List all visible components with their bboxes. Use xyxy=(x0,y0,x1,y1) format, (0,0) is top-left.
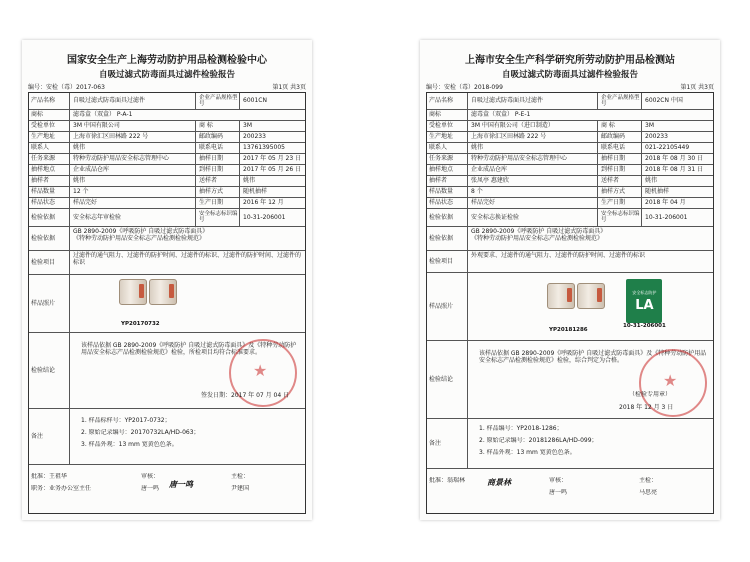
issue-date: 2018 年 12 月 3 日 xyxy=(619,403,674,411)
filter-canister xyxy=(119,279,147,305)
signature-row: 批准：翁瑞林 商景林 审核： 唐一鸣 主检： 马思亮 xyxy=(427,468,713,520)
table-row: 样品照片 YP20181286 安全标志防护 LA 10-31-206001 xyxy=(427,272,713,341)
la-caption: 10-31-206001 xyxy=(623,323,666,329)
filter-canister xyxy=(547,283,575,309)
table-row: 检验结论 该样品依据 GB 2890-2009《呼吸防护 自吸过滤式防毒面具》及《特种劳动防护用品安全标志产品检测检验规范》检验，所检项目均符合标准要求。 ★ 签发日期：2017 年 07 月 04 日 xyxy=(29,332,305,409)
table-row: 任务来源 特种劳动防护用品安全标志管理中心 抽样日期 2017 年 05 月 23 日 xyxy=(29,153,305,165)
report-subtitle: 自吸过滤式防毒面具过滤件检验报告 xyxy=(98,70,235,80)
report-number: 编号：安检（毒）2017-063 xyxy=(28,84,105,91)
photo-caption: YP20170732 xyxy=(121,321,160,327)
table-row: 抽样者 张凤亭 惠建欣 送样者 姚伟 xyxy=(427,175,713,187)
table-row: 样品照片 YP20170732 xyxy=(29,274,305,333)
table-row: 抽样地点 企业成品仓库 到样日期 2017 年 05 月 26 日 xyxy=(29,164,305,176)
report-number: 编号：安检（毒）2018-099 xyxy=(426,84,503,91)
table-row: 样品状态 样品完好 生产日期 2016 年 12 月 xyxy=(29,197,305,209)
report-left xyxy=(22,40,312,520)
table-row: 受检单位 3M 中国有限公司 商 标 3M xyxy=(29,120,305,132)
table-row: 联系人 姚伟 联系电话 13761395005 xyxy=(29,142,305,154)
table-row: 检验依据 GB 2890-2009《呼吸防护 自吸过滤式防毒面具》 《特种劳动防护用品安全标志产品检测检验规范》 xyxy=(29,226,305,251)
table-row: 产品名称 自吸过滤式防毒面具过滤件 企业产品规格型号 6002CN 中国 xyxy=(429,95,683,108)
sample-photo xyxy=(119,279,177,305)
page-number: 第1页 共3页 xyxy=(680,84,714,91)
la-logo: 安全标志防护 LA xyxy=(626,279,662,323)
table-row: 样品数量 12 个 抽样方式 随机抽样 xyxy=(29,186,305,198)
safety-mark xyxy=(623,279,666,329)
report-table xyxy=(28,92,306,514)
conclusion-text: 该样品依据 GB 2890-2009《呼吸防护 自吸过滤式防毒面具》及《特种劳动防护用品安全标志产品检测检验规范》检验，所检项目均符合标准要求。 xyxy=(81,342,297,356)
report-title: 上海市安全生产科学研究所劳动防护用品检测站 xyxy=(465,55,675,66)
table-row: 产品名称 自吸过滤式防毒面具过滤件 企业产品规格型号 6001CN xyxy=(31,95,267,108)
report-subtitle: 自吸过滤式防毒面具过滤件检验报告 xyxy=(501,70,638,80)
table-row: 检验依据 安全标志换证检验 安全标志标识编号 10-31-206001 xyxy=(427,208,713,227)
table-row: 联系人 姚伟 联系电话 021-22105449 xyxy=(427,142,713,154)
table-row: 任务来源 特种劳动防护用品安全标志管理中心 抽样日期 2018 年 08 月 30 日 xyxy=(427,153,713,165)
table-row: 检验依据 安全标志年审检验 安全标志标识编号 10-31-206001 xyxy=(29,208,305,227)
table-row: 样品数量 8 个 抽样方式 随机抽样 xyxy=(427,186,713,198)
table-row: 样品状态 样品完好 生产日期 2018 年 04 月 xyxy=(427,197,713,209)
reviewer-signature: 唐一鸣 xyxy=(169,479,193,489)
report-right xyxy=(420,40,720,520)
table-row: 生产地址 上海市徐汇区田林路 222 号 邮政编码 200233 xyxy=(29,131,305,143)
table-row: 受检单位 3M 中国有限公司（进口制造） 商 标 3M xyxy=(427,120,713,132)
table-row: 生产地址 上海市徐汇区田林路 222 号 邮政编码 200233 xyxy=(427,131,713,143)
report-table xyxy=(426,92,714,514)
signature-row: 批准：王祖华 职务：业务办公室主任 审核： 唐一鸣 唐一鸣 主检： 尹建国 xyxy=(29,464,305,520)
filter-canister xyxy=(149,279,177,305)
report-title: 国家安全生产上海劳动防护用品检测检验中心 xyxy=(67,55,267,66)
sample-photo xyxy=(547,283,605,309)
filter-canister xyxy=(577,283,605,309)
photo-caption: YP20181286 xyxy=(549,327,588,333)
table-row: 商标 滤毒盒（双盒） P-E-1 xyxy=(427,109,713,121)
page-number: 第1页 共3页 xyxy=(272,84,306,91)
table-row: 检验项目 外观要求、过滤件的通气阻力、过滤件的防护时间、过滤件的标识 xyxy=(427,250,713,273)
table-row: 备注 1. 样品标样号：YP2017-0732； 2. 原始记录编号：20170732LA/HD-063； 3. 样品外观：13 mm 宽黄色色条。 xyxy=(29,408,305,465)
table-row: 检验项目 过滤件的通气阻力、过滤件的防护时间、过滤件的标识、过滤件的防护时间、过滤件的标识 xyxy=(29,250,305,275)
table-row: 备注 1. 样品编号：YP2018-1286； 2. 原始记录编号：20181286LA/HD-099； 3. 样品外观：13 mm 宽黄色色条。 xyxy=(427,418,713,469)
conclusion-text: 该样品依据 GB 2890-2009《呼吸防护 自吸过滤式防毒面具》及《特种劳动防护用品安全标志产品检测检验规范》检验，综合判定为合格。 xyxy=(479,350,707,364)
table-row: 抽样者 姚伟 送样者 姚伟 xyxy=(29,175,305,187)
table-row: 商标 滤毒盒（双盒） P-A-1 xyxy=(29,109,305,121)
table-row: 检验依据 GB 2890-2009《呼吸防护 自吸过滤式防毒面具》 《特种劳动防护用品安全标志产品检测检验规范》 xyxy=(427,226,713,251)
table-row: 抽样地点 企业成品仓库 到样日期 2018 年 08 月 31 日 xyxy=(427,164,713,176)
approver-signature: 商景林 xyxy=(487,477,511,487)
issue-date: 签发日期：2017 年 07 月 04 日 xyxy=(201,391,290,399)
table-row: 检验结论 该样品依据 GB 2890-2009《呼吸防护 自吸过滤式防毒面具》及《特种劳动防护用品安全标志产品检测检验规范》检验，综合判定为合格。 ★ （检验专用章） 2018 年 12 月 3 日 xyxy=(427,340,713,419)
